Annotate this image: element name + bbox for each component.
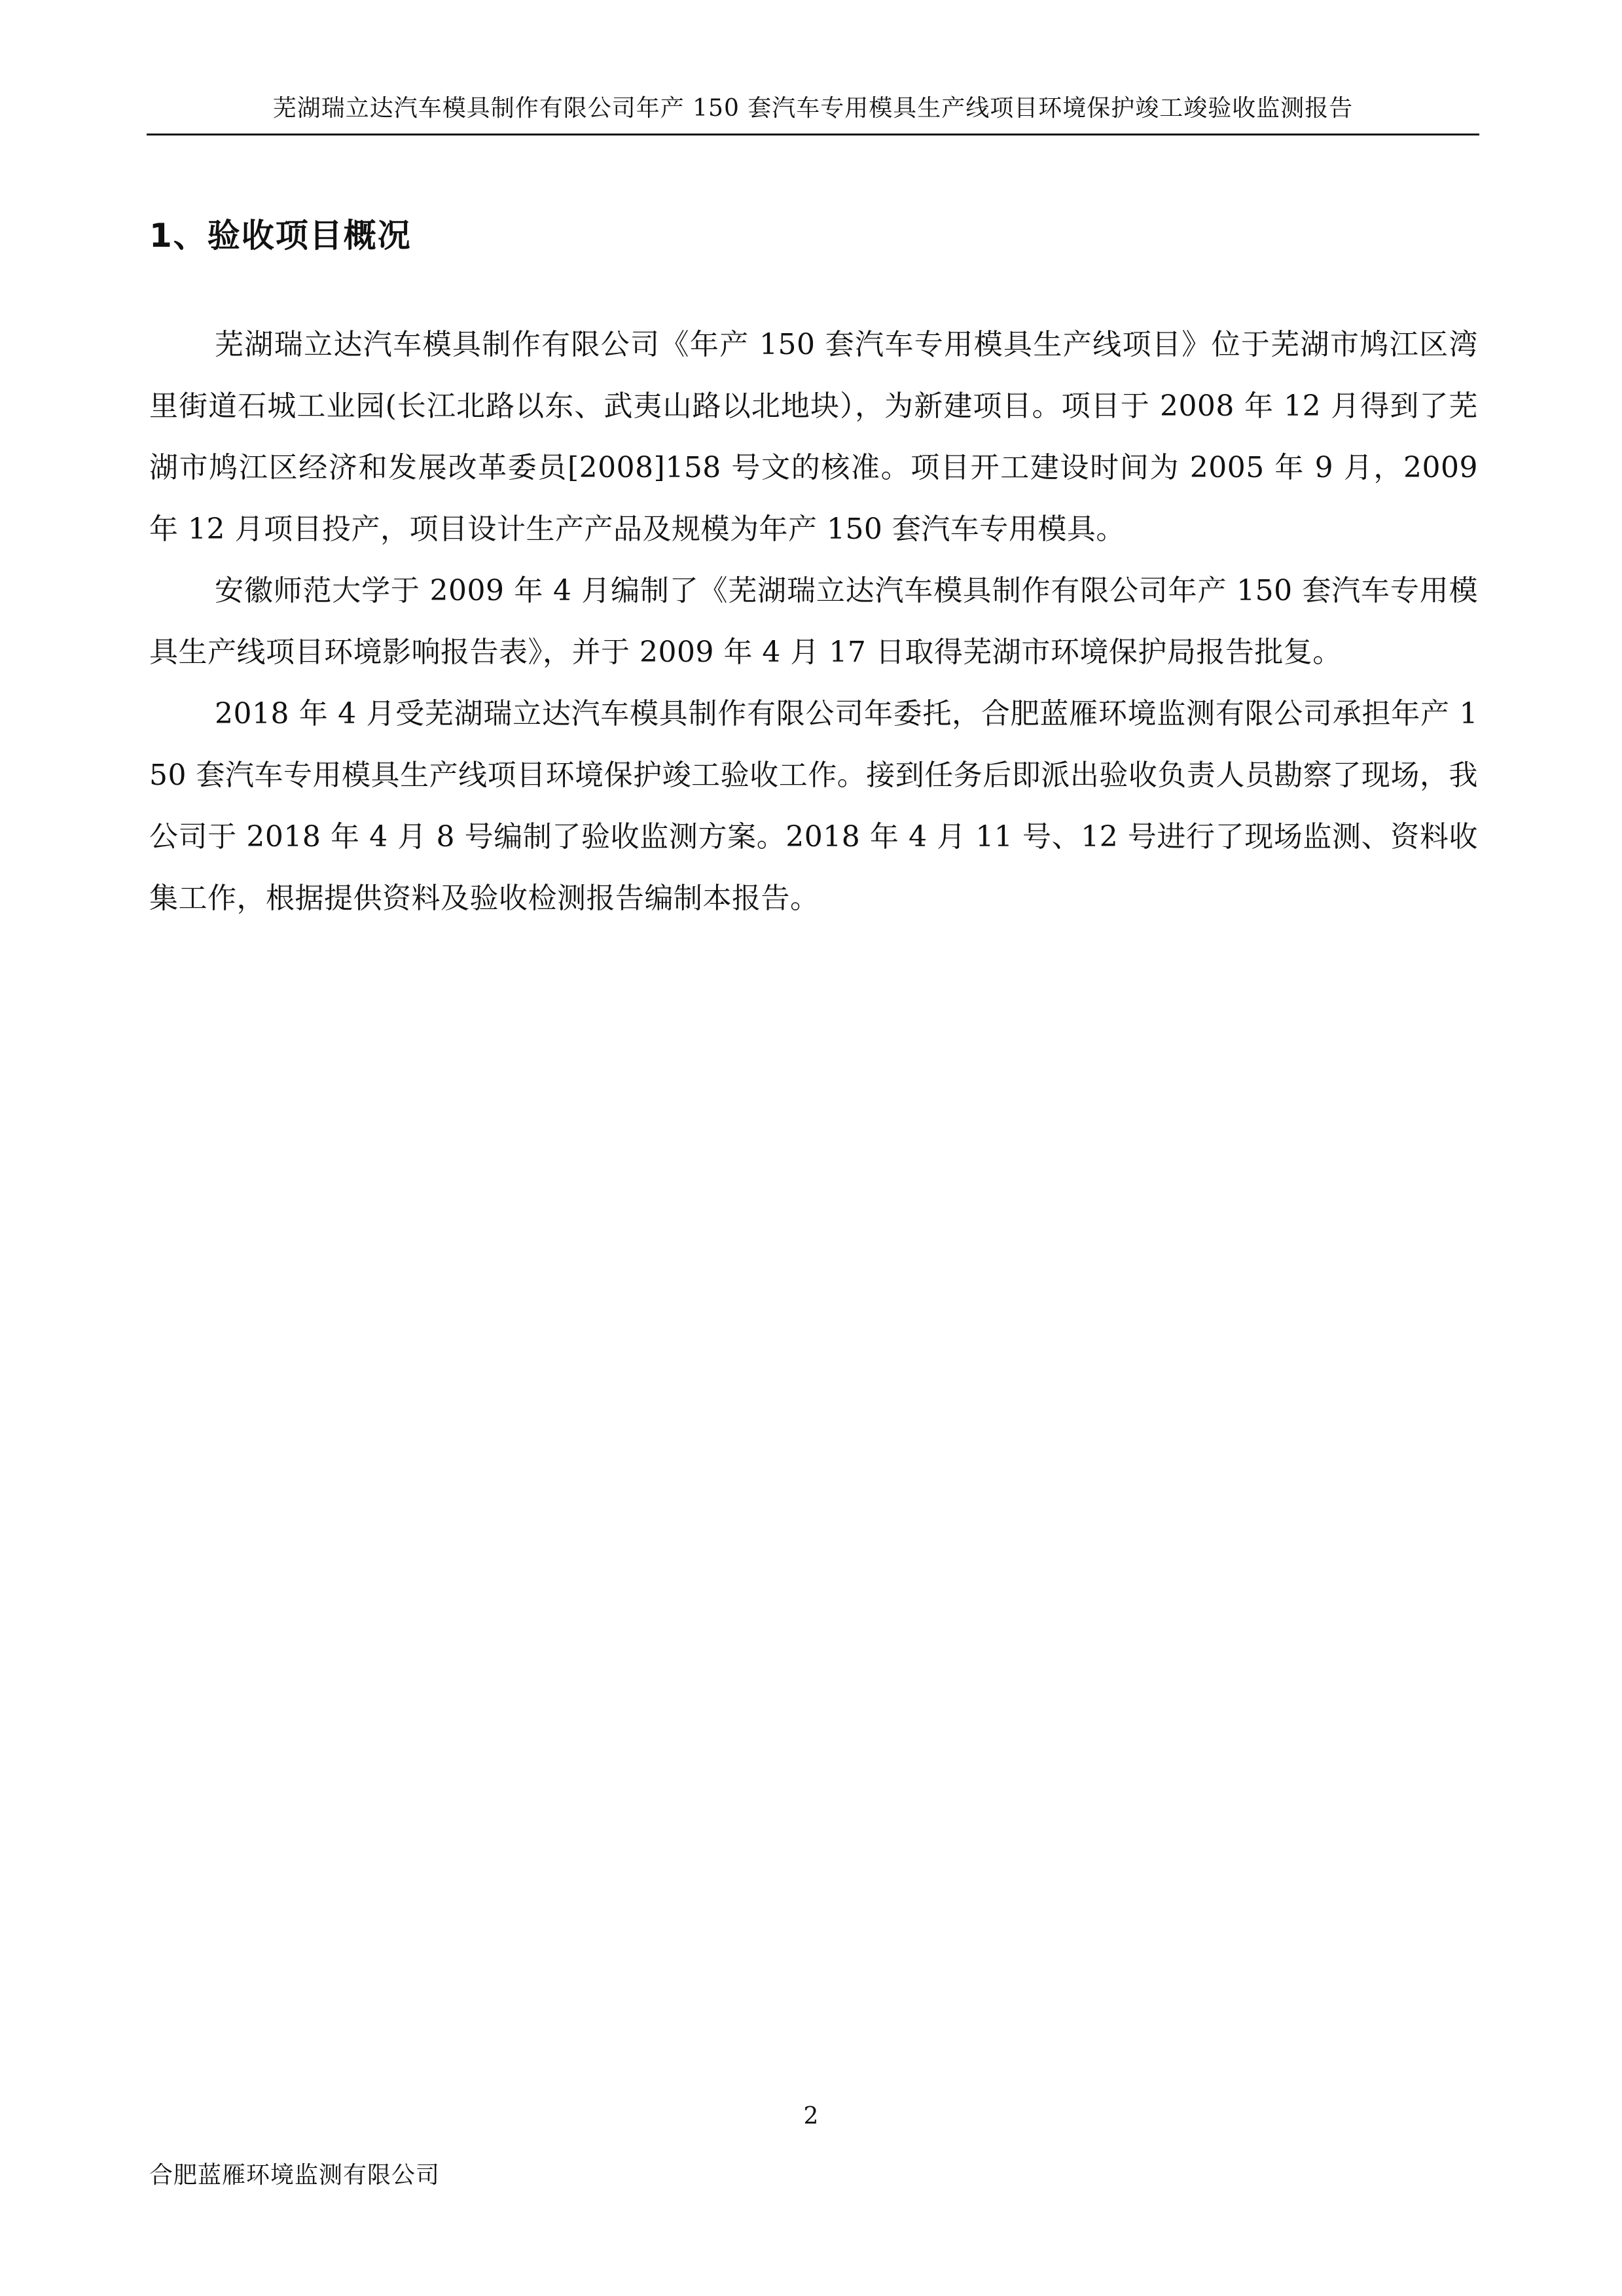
page-number: 2 (803, 2103, 819, 2130)
footer-company-name: 合肥蓝雁环境监测有限公司 (149, 2162, 441, 2189)
body-text (149, 314, 1478, 929)
running-header: 芜湖瑞立达汽车模具制作有限公司年产 150 套汽车专用模具生产线项目环境保护竣工竣验收监测报告 (272, 95, 1354, 122)
paragraph-eia-report: 安徽师范大学于 2009 年 4 月编制了《芜湖瑞立达汽车模具制作有限公司年产 150 套汽车专用模具生产线项目环境影响报告表》，并于 2009 年 4 月 17 日取得芜湖市环境保护局报告批复。 (149, 574, 1478, 669)
section-heading: 1、验收项目概况 (149, 217, 412, 255)
header-divider (147, 134, 1479, 135)
paragraph-acceptance-work: 2018 年 4 月受芜湖瑞立达汽车模具制作有限公司年委托，合肥蓝雁环境监测有限公司承担年产 150 套汽车专用模具生产线项目环境保护竣工验收工作。接到任务后即派出验收负责人员勘察了现场，我公司于 2018 年 4 月 8 号编制了验收监测方案。2018 年 4 月 11 号、12 号进行了现场监测、资料收集工作，根据提供资料及验收检测报告编制本报告。 (149, 697, 1478, 915)
paragraph-project-overview: 芜湖瑞立达汽车模具制作有限公司《年产 150 套汽车专用模具生产线项目》位于芜湖市鸠江区湾里街道石城工业园(长江北路以东、武夷山路以北地块），为新建项目。项目于 2008 年 12 月得到了芜湖市鸠江区经济和发展改革委员[2008]158 号文的核准。项目开工建设时间为 2005 年 9 月，2009 年 12 月项目投产，项目设计生产产品及规模为年产 150 套汽车专用模具。 (149, 328, 1478, 546)
